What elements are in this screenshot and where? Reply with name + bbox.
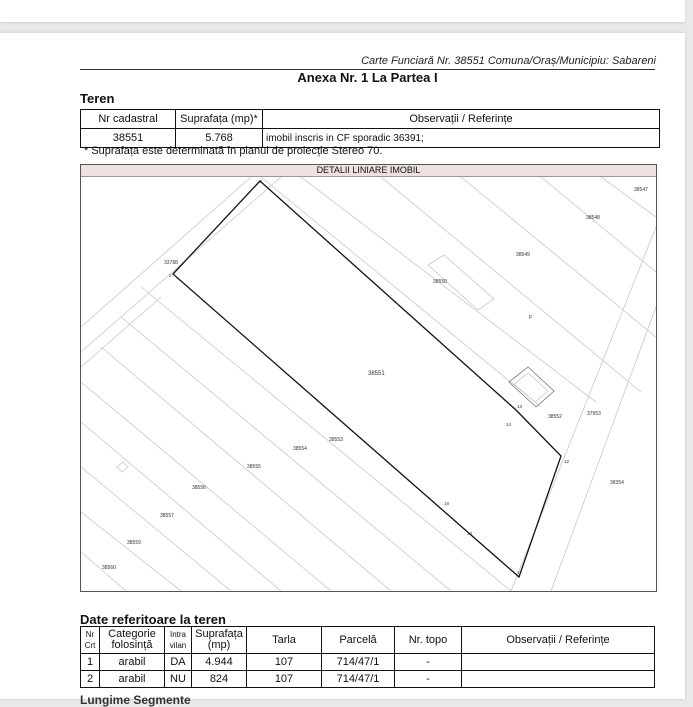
parcel-label: 37953 xyxy=(587,411,601,417)
cell-intravilan: NU xyxy=(165,671,192,688)
previous-page-edge xyxy=(0,0,685,22)
table-row xyxy=(81,671,655,688)
cell-suprafata: 5.768 xyxy=(176,129,263,148)
date-teren-header xyxy=(81,627,655,654)
vertex-label: 11 xyxy=(517,570,522,575)
parcel-label: 38549 xyxy=(516,252,530,258)
cell-intravilan: DA xyxy=(165,654,192,671)
cell-categorie: arabil xyxy=(100,654,165,671)
cell-observatii xyxy=(462,654,655,671)
cell-observatii xyxy=(462,671,655,688)
cell-observatii: imobil inscris in CF sporadic 36391; xyxy=(263,129,660,148)
col-observatii: Observații / Referințe xyxy=(263,110,660,129)
cell-suprafata: 824 xyxy=(192,671,247,688)
cell-suprafata: 4.944 xyxy=(192,654,247,671)
parcel-label: 38550 xyxy=(433,279,447,285)
vertex-label: 18 xyxy=(444,501,450,506)
cell-parcela: 714/47/1 xyxy=(322,671,395,688)
parcel-label: 38556 xyxy=(192,485,206,491)
map-small-label: p xyxy=(529,314,532,320)
vertex-label: 14 xyxy=(506,422,512,427)
parcel-label: 38555 xyxy=(247,464,261,470)
parcel-label: 38557 xyxy=(160,513,174,519)
parcel-boundary xyxy=(173,181,561,577)
vertex-label: 12 xyxy=(564,459,570,464)
col-categorie: Categorie folosință xyxy=(100,627,165,654)
parcel-label-main: 38551 xyxy=(368,371,385,377)
map-header: DETALII LINIARE IMOBIL xyxy=(81,165,656,177)
col-nr-cadastral: Nr cadastral xyxy=(81,110,176,129)
vertex-labels xyxy=(169,179,570,575)
teren-table xyxy=(80,109,660,148)
col-observatii-referinte: Observații / Referințe xyxy=(462,627,655,654)
cell-nr: 2 xyxy=(81,671,100,688)
vertex-label: 1 xyxy=(260,179,263,184)
parcel-label: 38553 xyxy=(329,437,343,443)
date-teren-title: Date referitoare la teren xyxy=(80,612,226,627)
cadastral-map xyxy=(80,164,657,592)
cell-nr-topo: - xyxy=(395,671,462,688)
col-nr-topo: Nr. topo xyxy=(395,627,462,654)
parcel-plan-drawing xyxy=(81,177,656,591)
vertex-label: 13 xyxy=(517,404,523,409)
cell-nr-topo: - xyxy=(395,654,462,671)
anexa-title: Anexa Nr. 1 La Partea I xyxy=(297,70,438,85)
col-parcela: Parcelă xyxy=(322,627,395,654)
suprafata-note: * Suprafața este determinată în planul de proiecție Stereo 70. xyxy=(84,145,383,157)
date-teren-table xyxy=(80,626,655,688)
table-row xyxy=(81,654,655,671)
col-nr-crt: Nr Crt xyxy=(81,627,100,654)
cell-categorie: arabil xyxy=(100,671,165,688)
parcel-label: 38552 xyxy=(548,414,562,420)
col-tarla: Tarla xyxy=(247,627,322,654)
parcel-label: 38554 xyxy=(293,446,307,452)
col-suprafata-mp: Suprafața (mp) xyxy=(192,627,247,654)
col-suprafata: Suprafața (mp)* xyxy=(176,110,263,129)
parcel-label: 38547 xyxy=(634,187,648,193)
parcel-label: 38354 xyxy=(610,480,624,486)
document-page xyxy=(0,33,685,707)
carte-funciara-header: Carte Funciară Nr. 38551 Comuna/Oraș/Municipiu: Sabareni xyxy=(361,55,656,67)
cell-tarla: 107 xyxy=(247,671,322,688)
parcel-label: 38548 xyxy=(586,215,600,221)
parcel-label: 38559 xyxy=(127,540,141,546)
neighbor-boundaries xyxy=(81,177,656,591)
vertex-label: 2 xyxy=(169,273,172,278)
cell-parcela: 714/47/1 xyxy=(322,654,395,671)
teren-table-header xyxy=(81,110,660,129)
cell-tarla: 107 xyxy=(247,654,322,671)
cell-nr-cadastral: 38551 xyxy=(81,129,176,148)
parcel-label: 33788 xyxy=(164,260,178,266)
col-intravilan: Intra vilan xyxy=(165,627,192,654)
teren-section-title: Teren xyxy=(80,91,115,106)
vertex-label: 10 xyxy=(467,531,473,536)
parcel-label: 38560 xyxy=(102,565,116,571)
cell-nr: 1 xyxy=(81,654,100,671)
cut-off-heading: Lungime Segmente xyxy=(80,693,191,707)
